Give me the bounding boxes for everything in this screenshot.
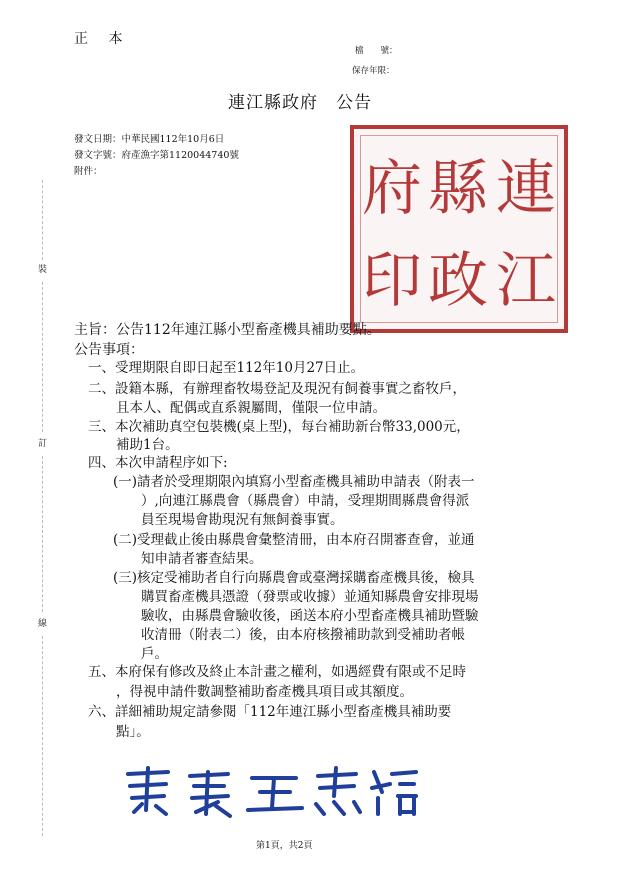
page-number: 第1頁，共2頁 (256, 841, 313, 851)
matter-line: 且本人、配偶或直系親屬間，僅限一位申請。 (116, 400, 386, 416)
subject: 主旨：公告112年連江縣小型畜產機具補助要點。 (74, 322, 381, 338)
copy-marker: 正 本 (74, 31, 131, 47)
procedure-line: (一)請者於受理期限內填寫小型畜產機具補助申請表（附表一 (113, 474, 475, 490)
procedure-line: 員至現場會勘現況有無飼養事實。 (141, 512, 344, 528)
seal-char: 連 (496, 154, 556, 224)
binding-mark-middle: 訂 (38, 439, 48, 449)
binding-line (42, 456, 43, 612)
matter-line: 四、本次申請程序如下: (88, 455, 228, 471)
signature (120, 762, 420, 822)
matter-line: 二、設籍本縣，有辦理畜牧場登記及現況有飼養事實之畜牧戶， (88, 381, 466, 397)
binding-mark-bottom: 線 (38, 619, 48, 629)
matter-line: 點」。 (116, 724, 150, 740)
binding-mark-top: 裝 (38, 265, 48, 275)
issue-number: 發文字號：府產漁字第1120044740號 (74, 150, 239, 161)
issue-date: 發文日期：中華民國112年10月6日 (74, 134, 225, 145)
attachment-label: 附件： (74, 166, 103, 177)
retention-label: 保存年限： (352, 66, 395, 76)
seal-char: 府 (362, 154, 422, 224)
seal-char: 縣 (428, 154, 488, 224)
procedure-line: 戶。 (141, 646, 168, 662)
matters-heading: 公告事項： (74, 342, 144, 358)
procedure-line: 購買畜產機具憑證（發票或收據）並通知縣農會安排現場 (141, 589, 479, 605)
matter-line: 六、詳細補助規定請參閱「112年連江縣小型畜產機具補助要 (88, 704, 452, 720)
procedure-line: 收清冊（附表二）後，由本府核撥補助款到受補助者帳 (141, 627, 465, 643)
official-seal (350, 125, 568, 333)
procedure-line: (三)核定受補助者自行向縣農會或臺灣採購畜產機具後，檢具 (113, 570, 475, 586)
file-number-label: 檔 號： (355, 46, 398, 56)
procedure-line: (二)受理截止後由縣農會彙整清冊，由本府召開審查會，並通 (113, 532, 475, 548)
binding-line (42, 282, 43, 432)
matter-line: 一、受理期限自即日起至112年10月27日止。 (88, 360, 365, 376)
seal-char: 印 (362, 246, 422, 316)
binding-line (42, 636, 43, 836)
matter-line: 補助1台。 (116, 437, 179, 453)
matter-line: 五、本府保有修改及終止本計畫之權利，如遇經費有限或不足時 (88, 664, 466, 680)
page-title: 連江縣政府 公告 (228, 93, 372, 113)
procedure-line: 知申請者審查結果。 (141, 551, 263, 567)
binding-line (42, 180, 43, 260)
matter-line: ，得視申請件數調整補助畜產機具項目或其額度。 (116, 684, 413, 700)
seal-char: 江 (496, 246, 556, 316)
procedure-line: 驗收，由縣農會驗收後，函送本府小型畜產機具補助暨驗 (141, 608, 479, 624)
seal-char: 政 (428, 246, 488, 316)
procedure-line: ）,向連江縣農會（縣農會）申請，受理期間縣農會得派 (141, 493, 470, 509)
matter-line: 三、本次補助真空包裝機(桌上型)，每台補助新台幣33,000元， (88, 419, 470, 435)
